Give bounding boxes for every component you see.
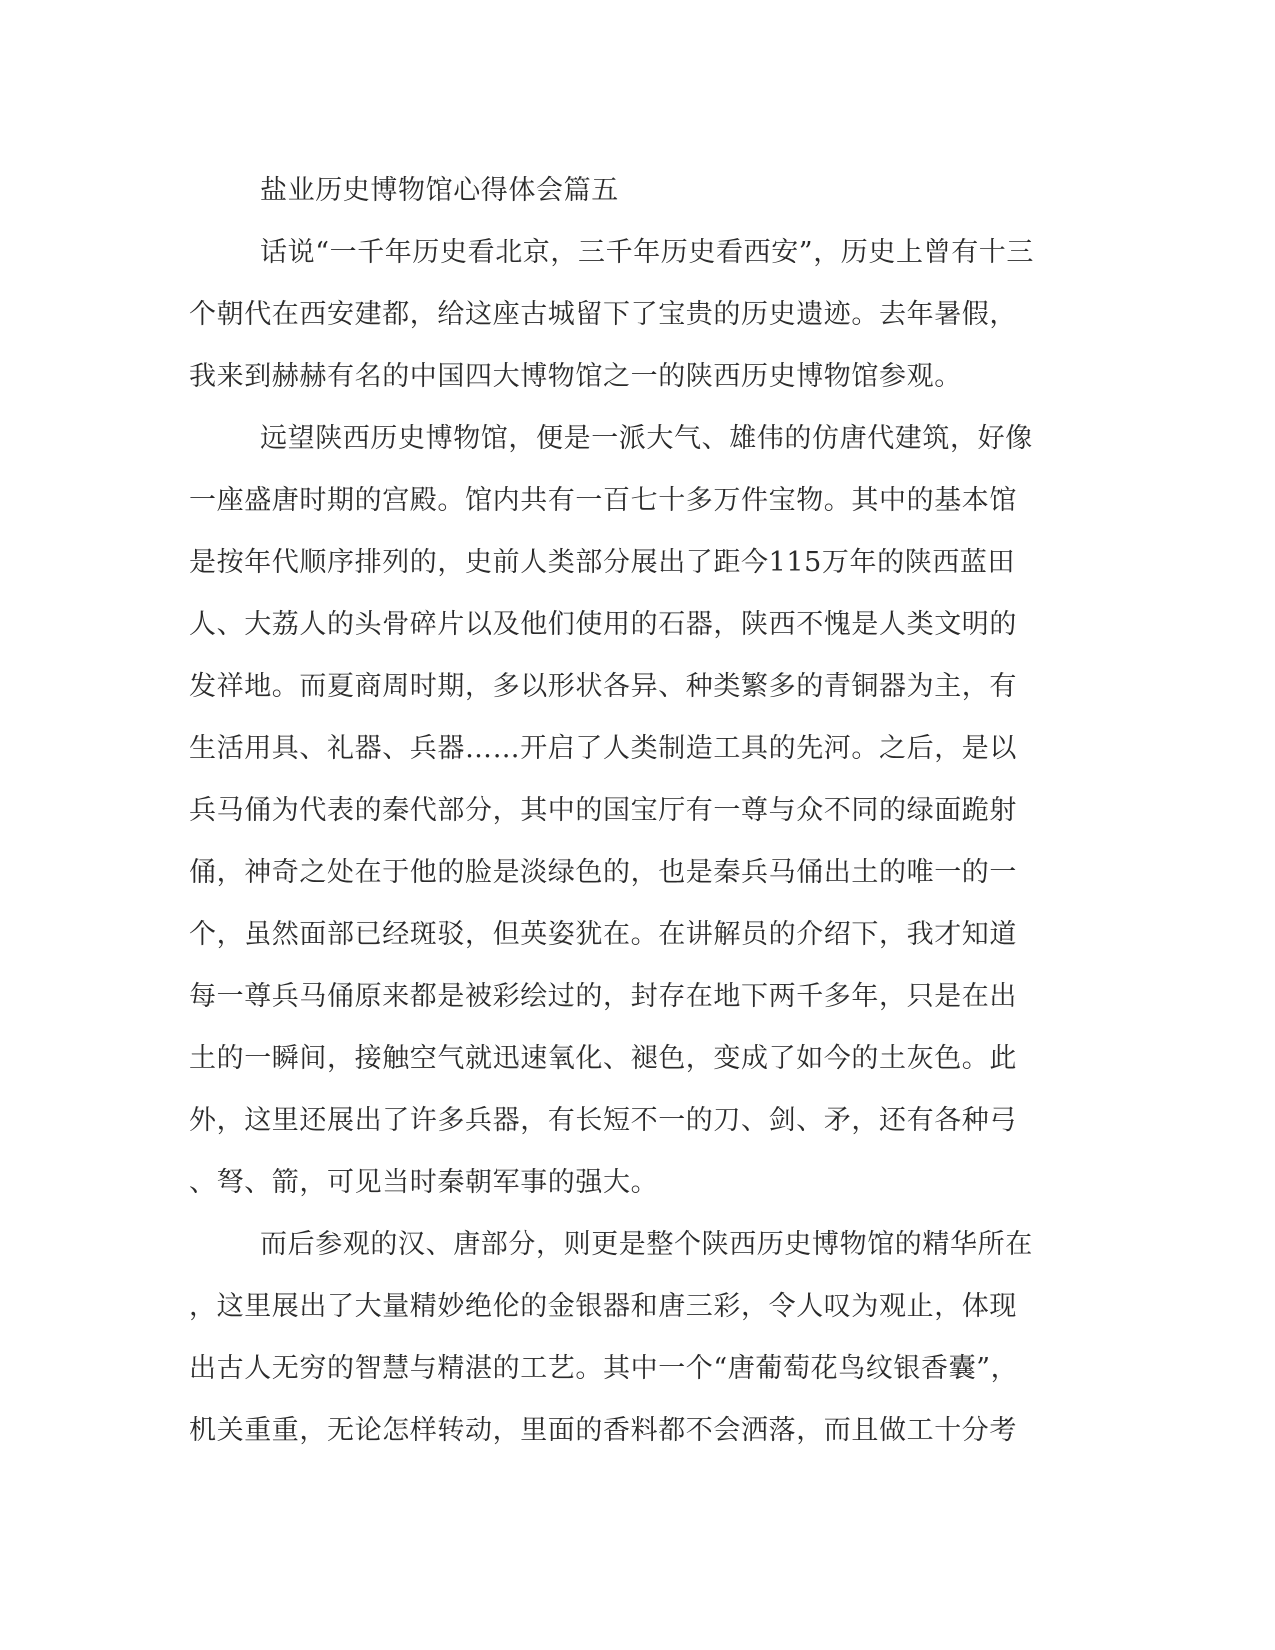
paragraph-2-line-1: 远望陕西历史博物馆，便是一派大气、雄伟的仿唐代建筑，好像 — [260, 423, 1033, 454]
paragraph-2-line-8: 俑，神奇之处在于他的脸是淡绿色的，也是秦兵马俑出土的唯一的一 — [189, 857, 1017, 888]
paragraph-3-line-4: 机关重重，无论怎样转动，里面的香料都不会洒落，而且做工十分考 — [189, 1415, 1017, 1446]
paragraph-1-line-1: 话说“一千年历史看北京，三千年历史看西安”，历史上曾有十三 — [260, 237, 1035, 268]
paragraph-2-line-5: 发祥地。而夏商周时期，多以形状各异、种类繁多的青铜器为主，有 — [189, 671, 1017, 702]
document-body — [189, 160, 1069, 1462]
paragraph-1-line-2: 个朝代在西安建都，给这座古城留下了宝贵的历史遗迹。去年暑假， — [189, 299, 1017, 330]
paragraph-2-line-13: 、弩、箭，可见当时秦朝军事的强大。 — [189, 1167, 659, 1198]
paragraph-3-line-3: 出古人无穷的智慧与精湛的工艺。其中一个“唐葡萄花鸟纹银香囊”， — [189, 1353, 1019, 1384]
paragraph-3-line-2: ，这里展出了大量精妙绝伦的金银器和唐三彩，令人叹为观止，体现 — [189, 1291, 1017, 1322]
paragraph-2-line-11: 土的一瞬间，接触空气就迅速氧化、褪色，变成了如今的土灰色。此 — [189, 1043, 1017, 1074]
paragraph-3-line-1: 而后参观的汉、唐部分，则更是整个陕西历史博物馆的精华所在 — [260, 1229, 1033, 1260]
paragraph-1-line-3: 我来到赫赫有名的中国四大博物馆之一的陕西历史博物馆参观。 — [189, 361, 962, 392]
paragraph-2-line-10: 每一尊兵马俑原来都是被彩绘过的，封存在地下两千多年，只是在出 — [189, 981, 1017, 1012]
paragraph-2-line-4: 人、大荔人的头骨碎片以及他们使用的石器，陕西不愧是人类文明的 — [189, 609, 1017, 640]
paragraph-2-line-2: 一座盛唐时期的宫殿。馆内共有一百七十多万件宝物。其中的基本馆 — [189, 485, 1017, 516]
paragraph-2-line-9: 个，虽然面部已经斑驳，但英姿犹在。在讲解员的介绍下，我才知道 — [189, 919, 1017, 950]
paragraph-2-line-3: 是按年代顺序排列的，史前人类部分展出了距今115万年的陕西蓝田 — [189, 547, 1016, 578]
paragraph-2-line-7: 兵马俑为代表的秦代部分，其中的国宝厅有一尊与众不同的绿面跪射 — [189, 795, 1017, 826]
document-title: 盐业历史博物馆心得体会篇五 — [260, 175, 619, 206]
paragraph-2-line-12: 外，这里还展出了许多兵器，有长短不一的刀、剑、矛，还有各种弓 — [189, 1105, 1017, 1136]
paragraph-2-line-6: 生活用具、礼器、兵器……开启了人类制造工具的先河。之后，是以 — [189, 733, 1017, 764]
